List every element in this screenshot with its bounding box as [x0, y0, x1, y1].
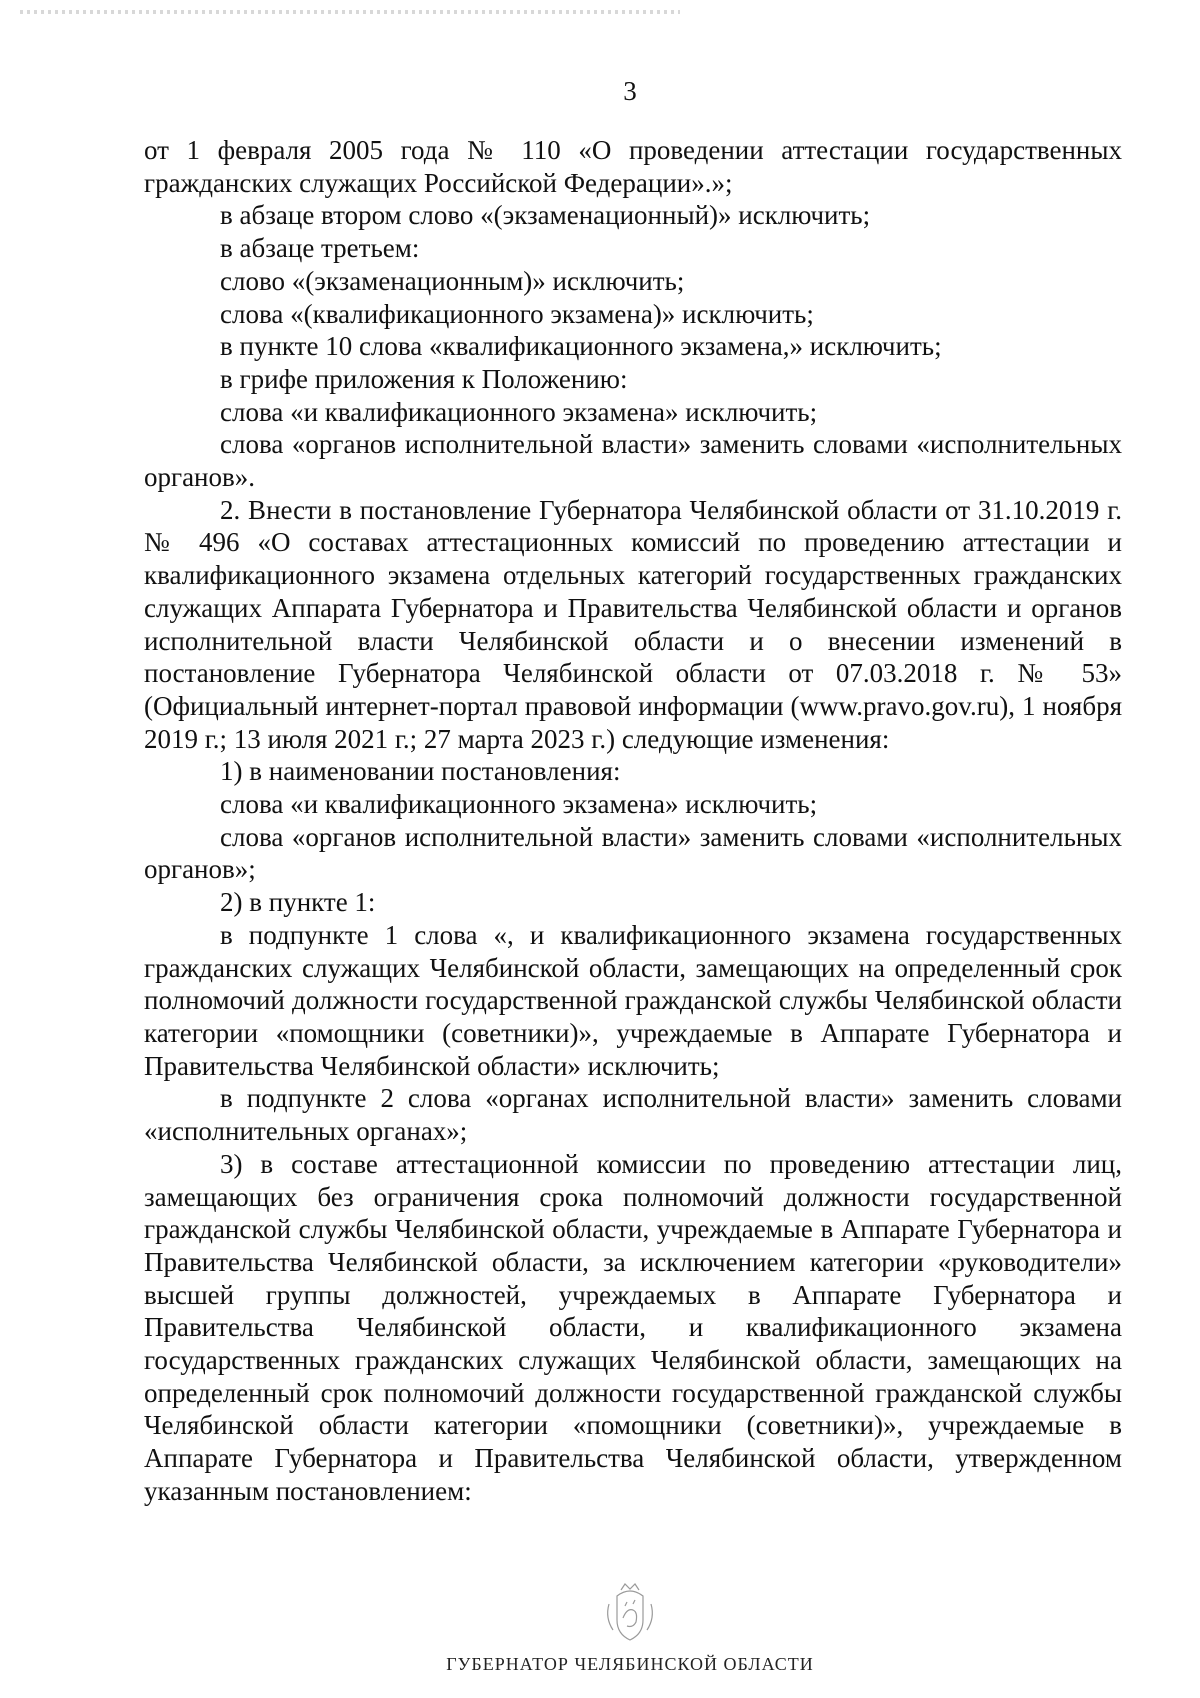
scan-artifact — [20, 10, 680, 14]
paragraph: от 1 февраля 2005 года № 110 «О проведении аттестации государственных гражданских служащих Российской Федерации».»; — [144, 135, 1122, 198]
paragraph: в абзаце третьем: — [220, 233, 420, 264]
paragraph: в подпункте 1 слова «, и квалификационного экзамена государственных гражданских служащих Челябинской области, замещающих на определенный срок полномочий должности государственной гражданской службы Челябинской области категории «помощники (советники)», учреждаемые в Аппарате Губернатора и Правительства Челябинской области» исключить; — [144, 919, 1122, 1081]
paragraph: слова «и квалификационного экзамена» исключить; — [220, 396, 818, 427]
paragraph: слова «и квалификационного экзамена» исключить; — [220, 789, 818, 820]
page-footer — [0, 1582, 1200, 1675]
paragraph: слова «(квалификационного экзамена)» исключить; — [220, 298, 814, 329]
paragraph: слово «(экзаменационным)» исключить; — [220, 265, 685, 296]
coat-of-arms-icon — [603, 1582, 657, 1644]
footer-title: ГУБЕРНАТОР ЧЕЛЯБИНСКОЙ ОБЛАСТИ — [446, 1654, 814, 1674]
paragraph: в пункте 10 слова «квалификационного экзамена,» исключить; — [220, 331, 942, 362]
paragraph: в грифе приложения к Положению: — [220, 363, 628, 394]
paragraph: 2. Внести в постановление Губернатора Челябинской области от 31.10.2019 г. № 496 «О составах аттестационных комиссий по проведению аттестации и квалификационного экзамена отдельных категорий государственных гражданских служащих Аппарата Губернатора и Правительства Челябинской области и органов исполнительной власти Челябинской области и о внесении изменений в постановление Губернатора Челябинской области от 07.03.2018 г. № 53» (Официальный интернет-портал правовой информации (www.pravo.gov.ru), 1 ноября 2019 г.; 13 июля 2021 г.; 27 марта 2023 г.) следующие изменения: — [144, 494, 1122, 754]
page-number: 3 — [623, 76, 637, 106]
paragraph: в абзаце втором слово «(экзаменационный)» исключить; — [220, 200, 871, 231]
paragraph: в подпункте 2 слова «органах исполнительной власти» заменить словами «исполнительных органах»; — [144, 1083, 1122, 1147]
document-body — [144, 134, 1122, 1508]
paragraph: 3) в составе аттестационной комиссии по проведению аттестации лиц, замещающих без ограничения срока полномочий должности государственной гражданской службы Челябинской области, учреждаемые в Аппарате Губернатора и Правительства Челябинской области, за исключением категории «руководители» высшей группы должностей, учреждаемых в Аппарате Губернатора и Правительства Челябинской области, и квалификационного экзамена государственных гражданских служащих Челябинской области, замещающих на определенный срок полномочий должности государственной гражданской службы Челябинской области категории «помощники (советники)», учреждаемые в Аппарате Губернатора и Правительства Челябинской области, утвержденном указанным постановлением: — [144, 1148, 1122, 1506]
paragraph: 1) в наименовании постановления: — [220, 756, 621, 787]
paragraph: слова «органов исполнительной власти» заменить словами «исполнительных органов». — [144, 429, 1122, 493]
paragraph: слова «органов исполнительной власти» заменить словами «исполнительных органов»; — [144, 821, 1122, 885]
paragraph: 2) в пункте 1: — [220, 887, 376, 918]
